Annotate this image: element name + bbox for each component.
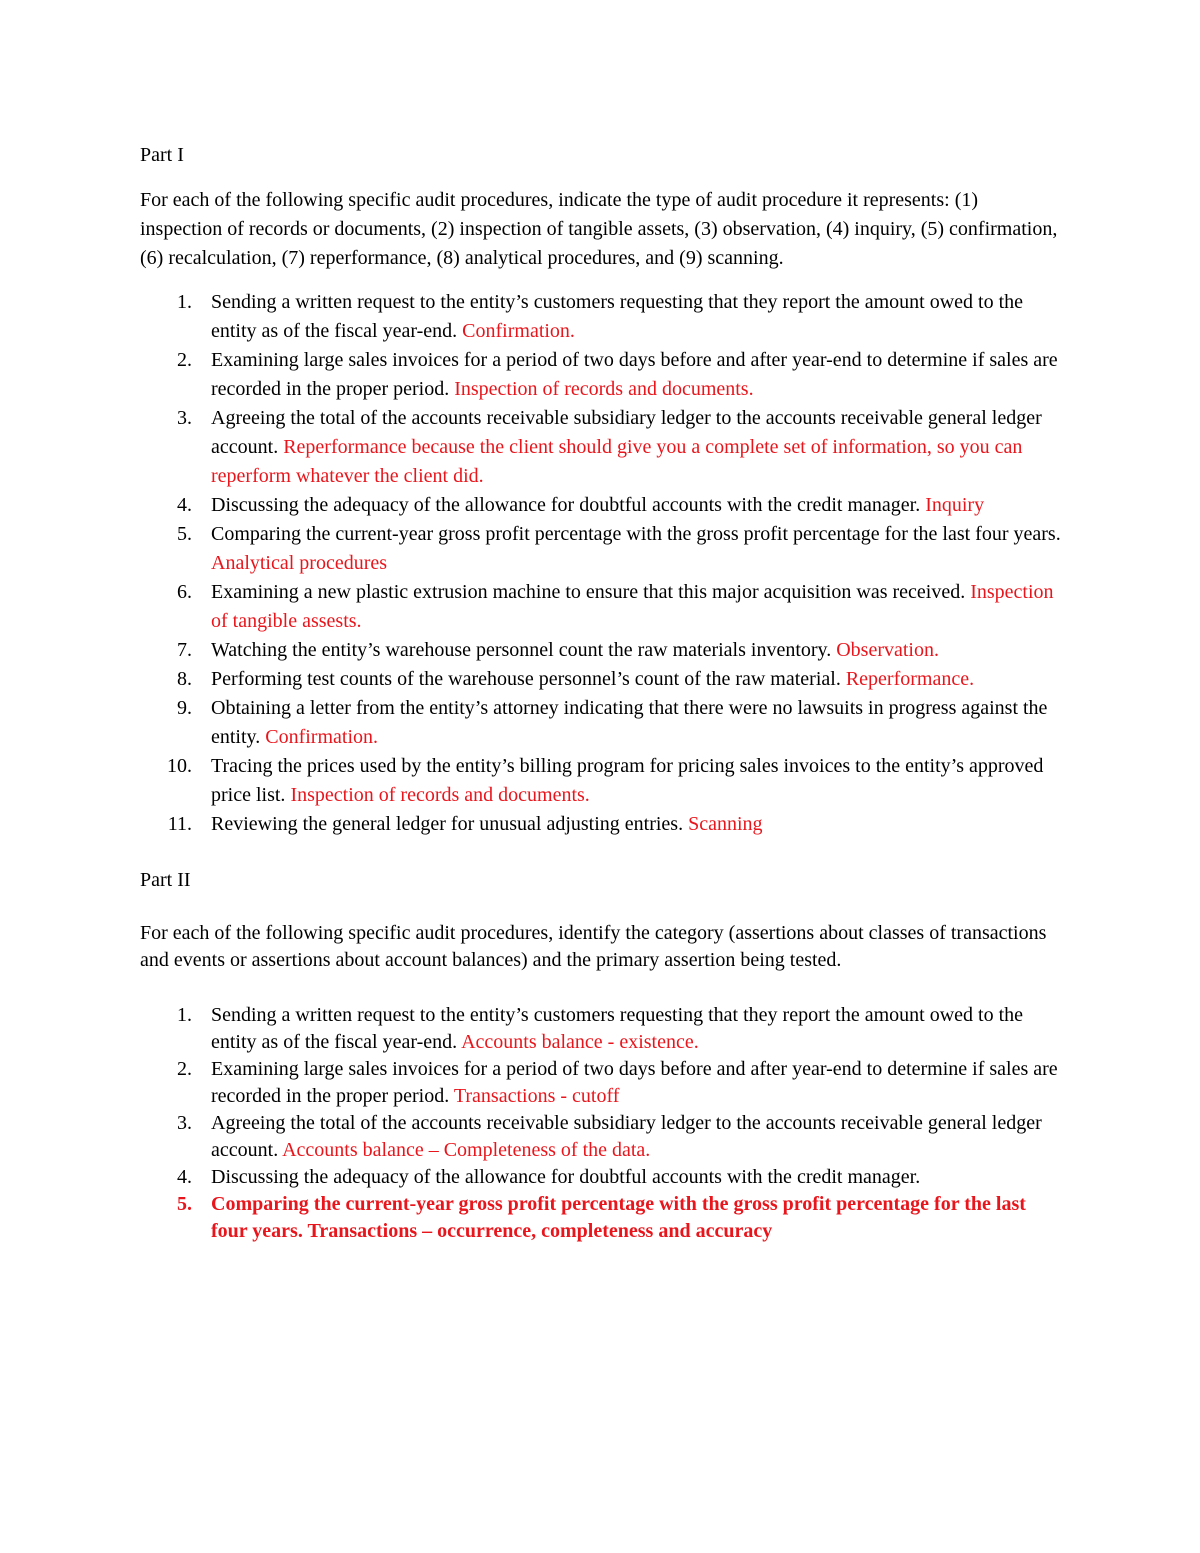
item-text: Examining a new plastic extrusion machine to ensure that this major acquisition was received. [211, 581, 966, 603]
list-item [140, 810, 1065, 839]
list-item [140, 694, 1065, 752]
part1-heading: Part I [140, 144, 184, 166]
document-page [140, 141, 1065, 1245]
item-text: Agreeing the total of the accounts receivable subsidiary ledger to the accounts receivable general ledger account. [211, 1112, 1042, 1161]
item-text: Sending a written request to the entity’s customers requesting that they report the amount owed to the entity as of the fiscal year-end. [211, 1004, 1024, 1053]
item-text: Agreeing the total of the accounts receivable subsidiary ledger to the accounts receivable general ledger account. [211, 407, 1042, 458]
list-item [140, 578, 1065, 636]
list-item [140, 1056, 1065, 1110]
item-number: 1. [177, 1004, 192, 1026]
item-number: 10. [167, 755, 192, 777]
list-item [140, 1110, 1065, 1164]
list-item [140, 665, 1065, 694]
item-number: 4. [177, 1166, 192, 1188]
item-answer: Inquiry [925, 494, 985, 516]
part1-intro: For each of the following specific audit procedures, indicate the type of audit procedure it represents: (1) inspection of records or documents, (2) inspection of tangible assets, (3) observation, (4) inquiry, (5) confirmation, (6) recalculation, (7) reperformance, (8) analytical procedures, and (9) scanning. [140, 189, 1058, 269]
item-answer: Observation. [836, 639, 939, 661]
item-answer: Analytical procedures [211, 552, 388, 574]
item-text: Examining large sales invoices for a period of two days before and after year-end to determine if sales are recorded in the proper period. [211, 1058, 1058, 1107]
list-item [140, 636, 1065, 665]
item-answer: Accounts balance - existence. [461, 1031, 699, 1053]
list-item-highlighted [140, 1191, 1065, 1245]
item-number: 11. [167, 813, 192, 835]
item-number: 2. [177, 349, 192, 371]
item-answer: Confirmation. [265, 726, 379, 748]
item-number: 6. [177, 581, 192, 603]
item-number: 1. [177, 291, 192, 313]
item-answer: Transactions – occurrence, completeness and accuracy [307, 1220, 773, 1242]
item-number: 3. [177, 407, 192, 429]
item-number: 7. [177, 639, 192, 661]
item-answer: Reperformance because the client should give you a complete set of information, so you can reperform whatever the client did. [211, 436, 1023, 487]
item-answer: Transactions - cutoff [453, 1085, 620, 1107]
item-answer: Inspection of records and documents. [454, 378, 754, 400]
part2-list [140, 1002, 1065, 1245]
item-text: Examining large sales invoices for a period of two days before and after year-end to determine if sales are recorded in the proper period. [211, 349, 1058, 400]
list-item [140, 288, 1065, 346]
item-number: 9. [177, 697, 192, 719]
item-number: 5. [177, 523, 192, 545]
item-text: Discussing the adequacy of the allowance for doubtful accounts with the credit manager. [211, 494, 921, 516]
item-number: 2. [177, 1058, 192, 1080]
list-item [140, 752, 1065, 810]
list-item [140, 491, 1065, 520]
list-item [140, 346, 1065, 404]
list-item [140, 1164, 1065, 1191]
item-text: Tracing the prices used by the entity’s billing program for pricing sales invoices to the entity’s approved price list. [211, 755, 1044, 806]
item-text: Obtaining a letter from the entity’s attorney indicating that there were no lawsuits in progress against the entity. [211, 697, 1048, 748]
item-text: Discussing the adequacy of the allowance for doubtful accounts with the credit manager. [211, 1166, 921, 1188]
item-answer: Inspection of records and documents. [290, 784, 590, 806]
item-text: Comparing the current-year gross profit percentage with the gross profit percentage for the last four years. [211, 523, 1061, 545]
item-text: Watching the entity’s warehouse personnel count the raw materials inventory. [211, 639, 832, 661]
item-answer: Confirmation. [462, 320, 575, 342]
part2-heading: Part II [140, 869, 191, 891]
item-number: 5. [177, 1193, 192, 1215]
item-text: Reviewing the general ledger for unusual adjusting entries. [211, 813, 684, 835]
list-item [140, 520, 1065, 578]
item-text: Performing test counts of the warehouse personnel’s count of the raw material. [211, 668, 841, 690]
item-answer: Inspection of tangible assests. [211, 581, 1054, 632]
list-item [140, 404, 1065, 491]
item-number: 4. [177, 494, 192, 516]
part2-intro: For each of the following specific audit procedures, identify the category (assertions about classes of transactions and events or assertions about account balances) and the primary assertion being tested. [140, 922, 1047, 971]
item-text: Comparing the current-year gross profit percentage with the gross profit percentage for the last four years. [211, 1193, 1026, 1242]
item-number: 8. [177, 668, 192, 690]
list-item [140, 1002, 1065, 1056]
part1-list [140, 288, 1065, 839]
item-answer: Scanning [688, 813, 763, 835]
item-answer: Reperformance. [845, 668, 975, 690]
item-text: Sending a written request to the entity’s customers requesting that they report the amount owed to the entity as of the fiscal year-end. [211, 291, 1024, 342]
item-answer: Accounts balance – Completeness of the data. [282, 1139, 651, 1161]
item-number: 3. [177, 1112, 192, 1134]
